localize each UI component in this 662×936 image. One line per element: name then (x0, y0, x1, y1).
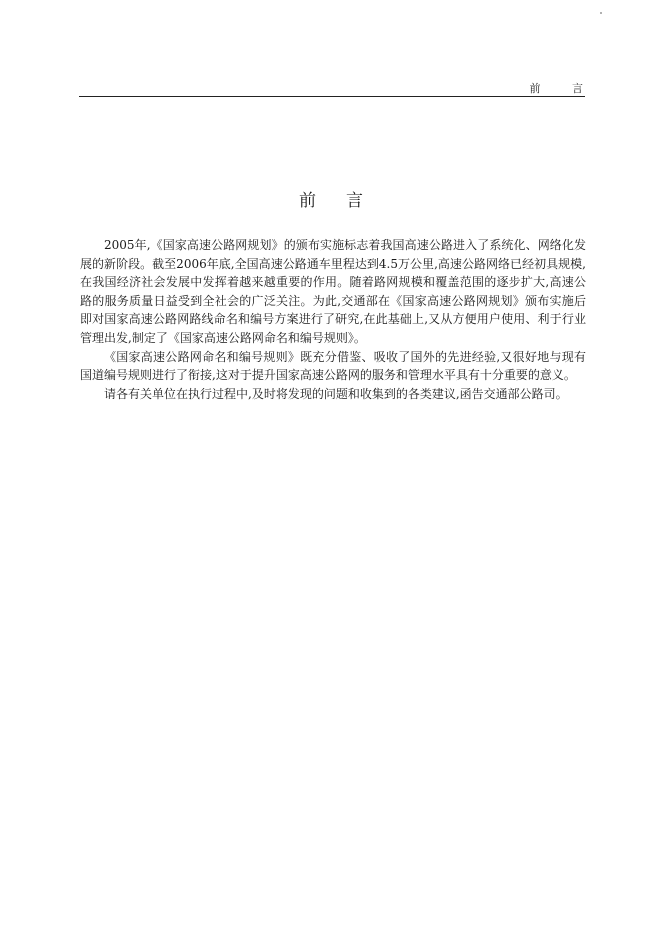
header-rule (79, 96, 585, 97)
running-header: 前 言 (529, 82, 597, 95)
scan-speck (600, 12, 602, 14)
paragraph-2: 《国家高速公路网命名和编号规则》既充分借鉴、吸收了国外的先进经验,又很好地与现有国道编号规则进行了衔接,这对于提升国家高速公路网的服务和管理水平具有十分重要的意义。 (80, 349, 586, 383)
paragraph-1: 2005年,《国家高速公路网规划》的颁布实施标志着我国高速公路进入了系统化、网络化发展的新阶段。截至2006年底,全国高速公路通车里程达到4.5万公里,高速公路网络已经初具规模,在我国经济社会发展中发挥着越来越重要的作用。随着路网规模和覆盖范围的逐步扩大,高速公路的服务质量日益受到全社会的广泛关注。为此,交通部在《国家高速公路网规划》颁布实施后即对国家高速公路网路线命名和编号方案进行了研究,在此基础上,又从方便用户使用、利于行业管理出发,制定了《国家高速公路网命名和编号规则》。 (80, 238, 586, 345)
preface-body (80, 236, 586, 403)
page-title: 前言 (299, 191, 393, 211)
paragraph-3: 请各有关单位在执行过程中,及时将发现的问题和收集到的各类建议,函告交通部公路司。 (104, 386, 568, 401)
